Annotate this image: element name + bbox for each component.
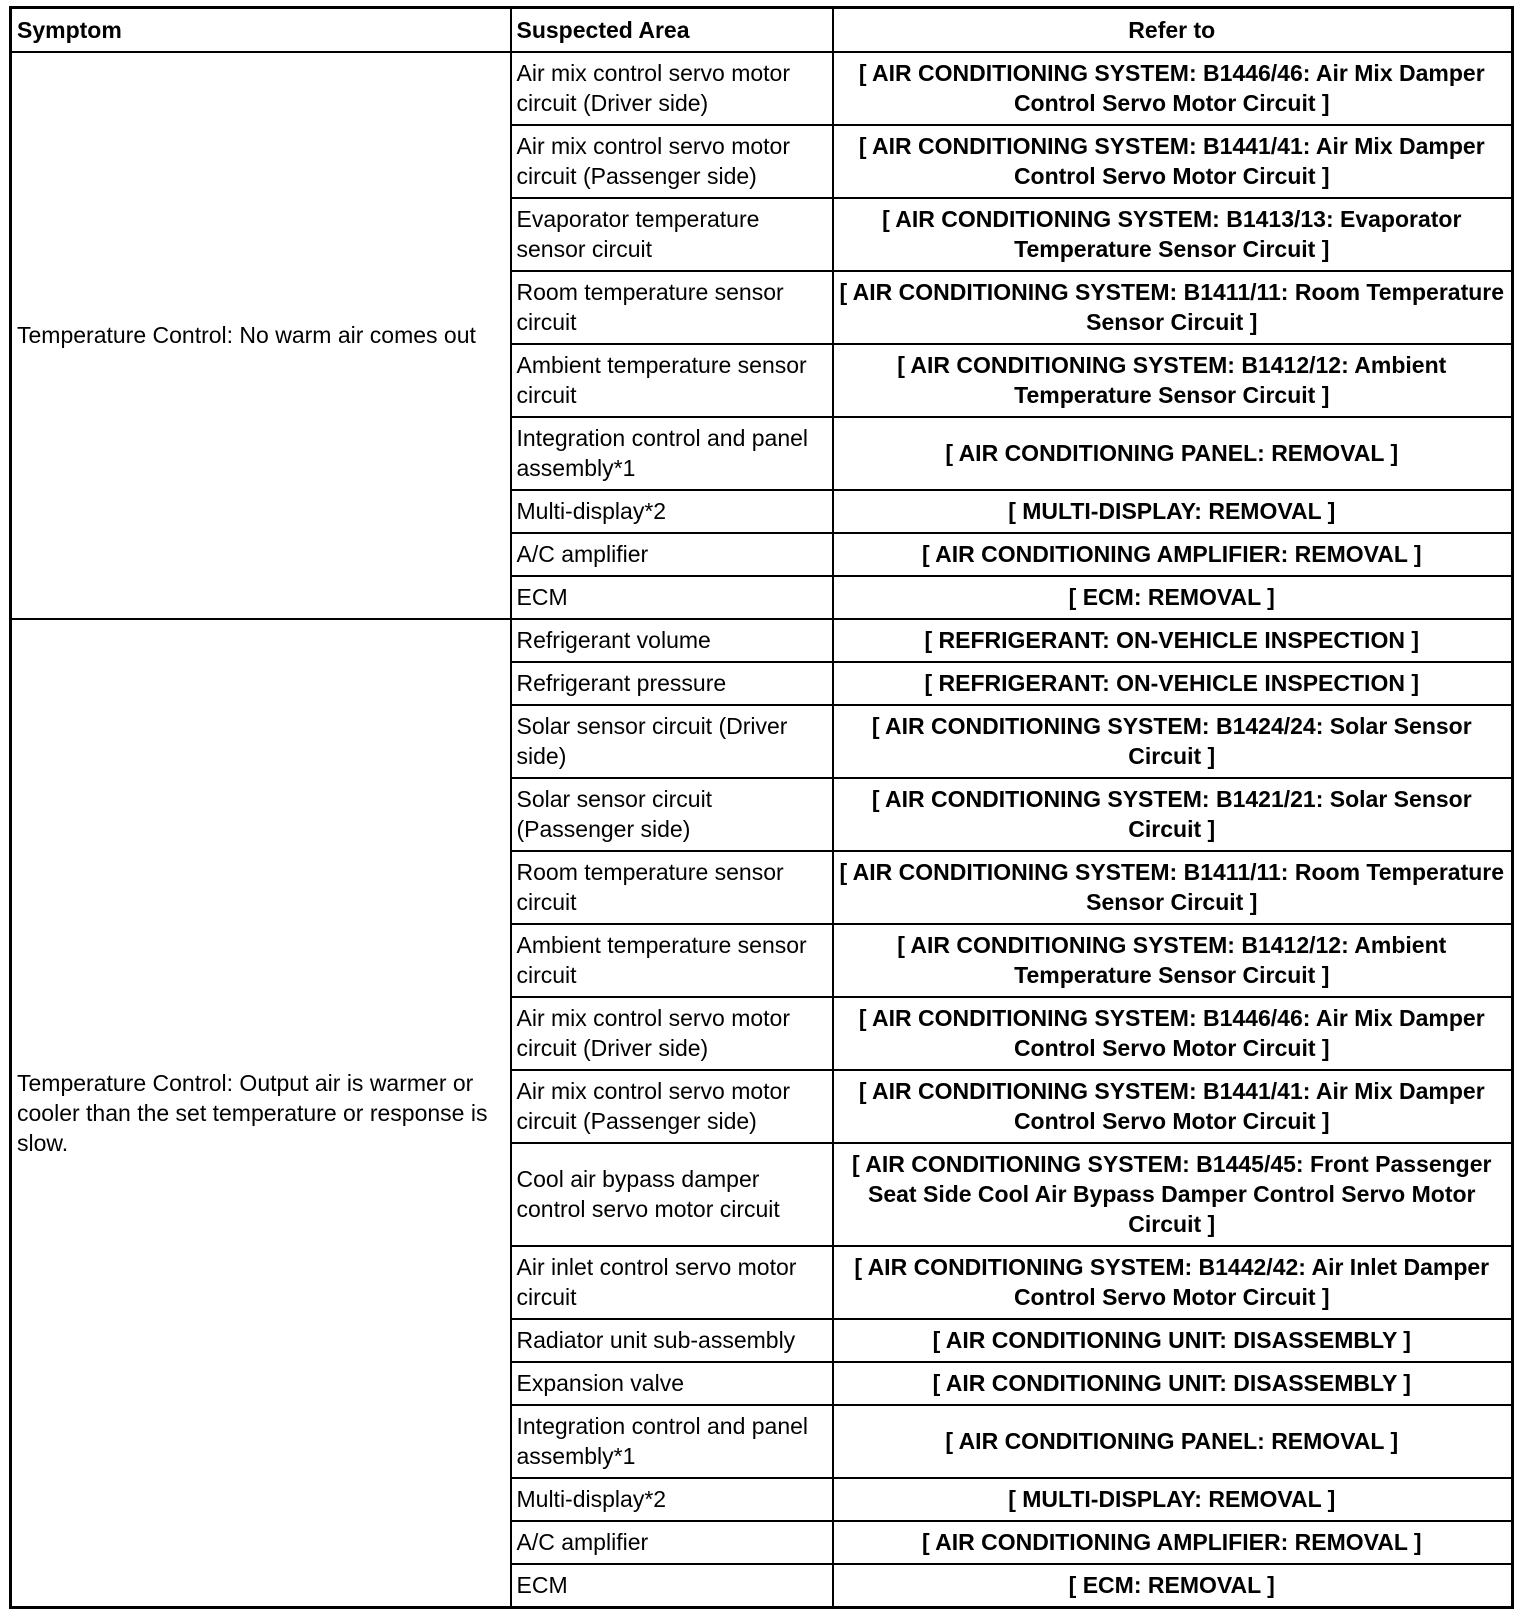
suspected-area-cell: Refrigerant volume [511, 619, 833, 662]
table-body [11, 52, 1513, 1608]
refer-to-link[interactable]: [ ECM: REMOVAL ] [833, 1564, 1513, 1608]
suspected-area-cell: ECM [511, 576, 833, 619]
refer-to-link[interactable]: [ AIR CONDITIONING AMPLIFIER: REMOVAL ] [833, 1521, 1513, 1564]
refer-to-link[interactable]: [ AIR CONDITIONING SYSTEM: B1446/46: Air Mix Damper Control Servo Motor Circuit ] [833, 52, 1513, 125]
refer-to-link[interactable]: [ AIR CONDITIONING UNIT: DISASSEMBLY ] [833, 1319, 1513, 1362]
refer-to-link[interactable]: [ AIR CONDITIONING SYSTEM: B1411/11: Room Temperature Sensor Circuit ] [833, 851, 1513, 924]
suspected-area-cell: A/C amplifier [511, 1521, 833, 1564]
refer-to-link[interactable]: [ AIR CONDITIONING SYSTEM: B1411/11: Room Temperature Sensor Circuit ] [833, 271, 1513, 344]
suspected-area-cell: Ambient temperature sensor circuit [511, 924, 833, 997]
refer-to-link[interactable]: [ AIR CONDITIONING SYSTEM: B1442/42: Air Inlet Damper Control Servo Motor Circuit ] [833, 1246, 1513, 1319]
refer-to-link[interactable]: [ AIR CONDITIONING SYSTEM: B1413/13: Evaporator Temperature Sensor Circuit ] [833, 198, 1513, 271]
suspected-area-cell: Ambient temperature sensor circuit [511, 344, 833, 417]
suspected-area-cell: A/C amplifier [511, 533, 833, 576]
refer-to-link[interactable]: [ AIR CONDITIONING SYSTEM: B1412/12: Ambient Temperature Sensor Circuit ] [833, 344, 1513, 417]
refer-to-link[interactable]: [ MULTI-DISPLAY: REMOVAL ] [833, 1478, 1513, 1521]
suspected-area-cell: Solar sensor circuit (Passenger side) [511, 778, 833, 851]
refer-to-link[interactable]: [ REFRIGERANT: ON-VEHICLE INSPECTION ] [833, 662, 1513, 705]
suspected-area-cell: Air mix control servo motor circuit (Passenger side) [511, 1070, 833, 1143]
refer-to-link[interactable]: [ AIR CONDITIONING SYSTEM: B1421/21: Solar Sensor Circuit ] [833, 778, 1513, 851]
refer-to-link[interactable]: [ AIR CONDITIONING SYSTEM: B1446/46: Air Mix Damper Control Servo Motor Circuit ] [833, 997, 1513, 1070]
suspected-area-cell: Air inlet control servo motor circuit [511, 1246, 833, 1319]
refer-to-link[interactable]: [ AIR CONDITIONING AMPLIFIER: REMOVAL ] [833, 533, 1513, 576]
suspected-area-cell: Evaporator temperature sensor circuit [511, 198, 833, 271]
refer-to-link[interactable]: [ ECM: REMOVAL ] [833, 576, 1513, 619]
suspected-area-cell: Radiator unit sub-assembly [511, 1319, 833, 1362]
symptom-cell: Temperature Control: No warm air comes out [11, 52, 511, 619]
header-suspected-area: Suspected Area [511, 8, 833, 53]
suspected-area-cell: Cool air bypass damper control servo motor circuit [511, 1143, 833, 1246]
table-row [11, 52, 1513, 125]
refer-to-link[interactable]: [ AIR CONDITIONING SYSTEM: B1424/24: Solar Sensor Circuit ] [833, 705, 1513, 778]
suspected-area-cell: Room temperature sensor circuit [511, 271, 833, 344]
header-row [11, 8, 1513, 53]
header-symptom: Symptom [11, 8, 511, 53]
refer-to-link[interactable]: [ REFRIGERANT: ON-VEHICLE INSPECTION ] [833, 619, 1513, 662]
suspected-area-cell: Integration control and panel assembly*1 [511, 1405, 833, 1478]
troubleshooting-table [9, 6, 1514, 1609]
refer-to-link[interactable]: [ AIR CONDITIONING UNIT: DISASSEMBLY ] [833, 1362, 1513, 1405]
suspected-area-cell: Air mix control servo motor circuit (Passenger side) [511, 125, 833, 198]
refer-to-link[interactable]: [ AIR CONDITIONING PANEL: REMOVAL ] [833, 417, 1513, 490]
suspected-area-cell: ECM [511, 1564, 833, 1608]
suspected-area-cell: Multi-display*2 [511, 490, 833, 533]
refer-to-link[interactable]: [ AIR CONDITIONING SYSTEM: B1441/41: Air Mix Damper Control Servo Motor Circuit ] [833, 1070, 1513, 1143]
table-row [11, 619, 1513, 662]
symptom-cell: Temperature Control: Output air is warmer or cooler than the set temperature or response is slow. [11, 619, 511, 1608]
suspected-area-cell: Air mix control servo motor circuit (Driver side) [511, 997, 833, 1070]
refer-to-link[interactable]: [ MULTI-DISPLAY: REMOVAL ] [833, 490, 1513, 533]
suspected-area-cell: Expansion valve [511, 1362, 833, 1405]
suspected-area-cell: Integration control and panel assembly*1 [511, 417, 833, 490]
refer-to-link[interactable]: [ AIR CONDITIONING SYSTEM: B1441/41: Air Mix Damper Control Servo Motor Circuit ] [833, 125, 1513, 198]
suspected-area-cell: Solar sensor circuit (Driver side) [511, 705, 833, 778]
suspected-area-cell: Room temperature sensor circuit [511, 851, 833, 924]
suspected-area-cell: Refrigerant pressure [511, 662, 833, 705]
header-refer-to: Refer to [833, 8, 1513, 53]
refer-to-link[interactable]: [ AIR CONDITIONING SYSTEM: B1445/45: Front Passenger Seat Side Cool Air Bypass Damper Control Servo Motor Circuit ] [833, 1143, 1513, 1246]
suspected-area-cell: Air mix control servo motor circuit (Driver side) [511, 52, 833, 125]
suspected-area-cell: Multi-display*2 [511, 1478, 833, 1521]
refer-to-link[interactable]: [ AIR CONDITIONING PANEL: REMOVAL ] [833, 1405, 1513, 1478]
refer-to-link[interactable]: [ AIR CONDITIONING SYSTEM: B1412/12: Ambient Temperature Sensor Circuit ] [833, 924, 1513, 997]
